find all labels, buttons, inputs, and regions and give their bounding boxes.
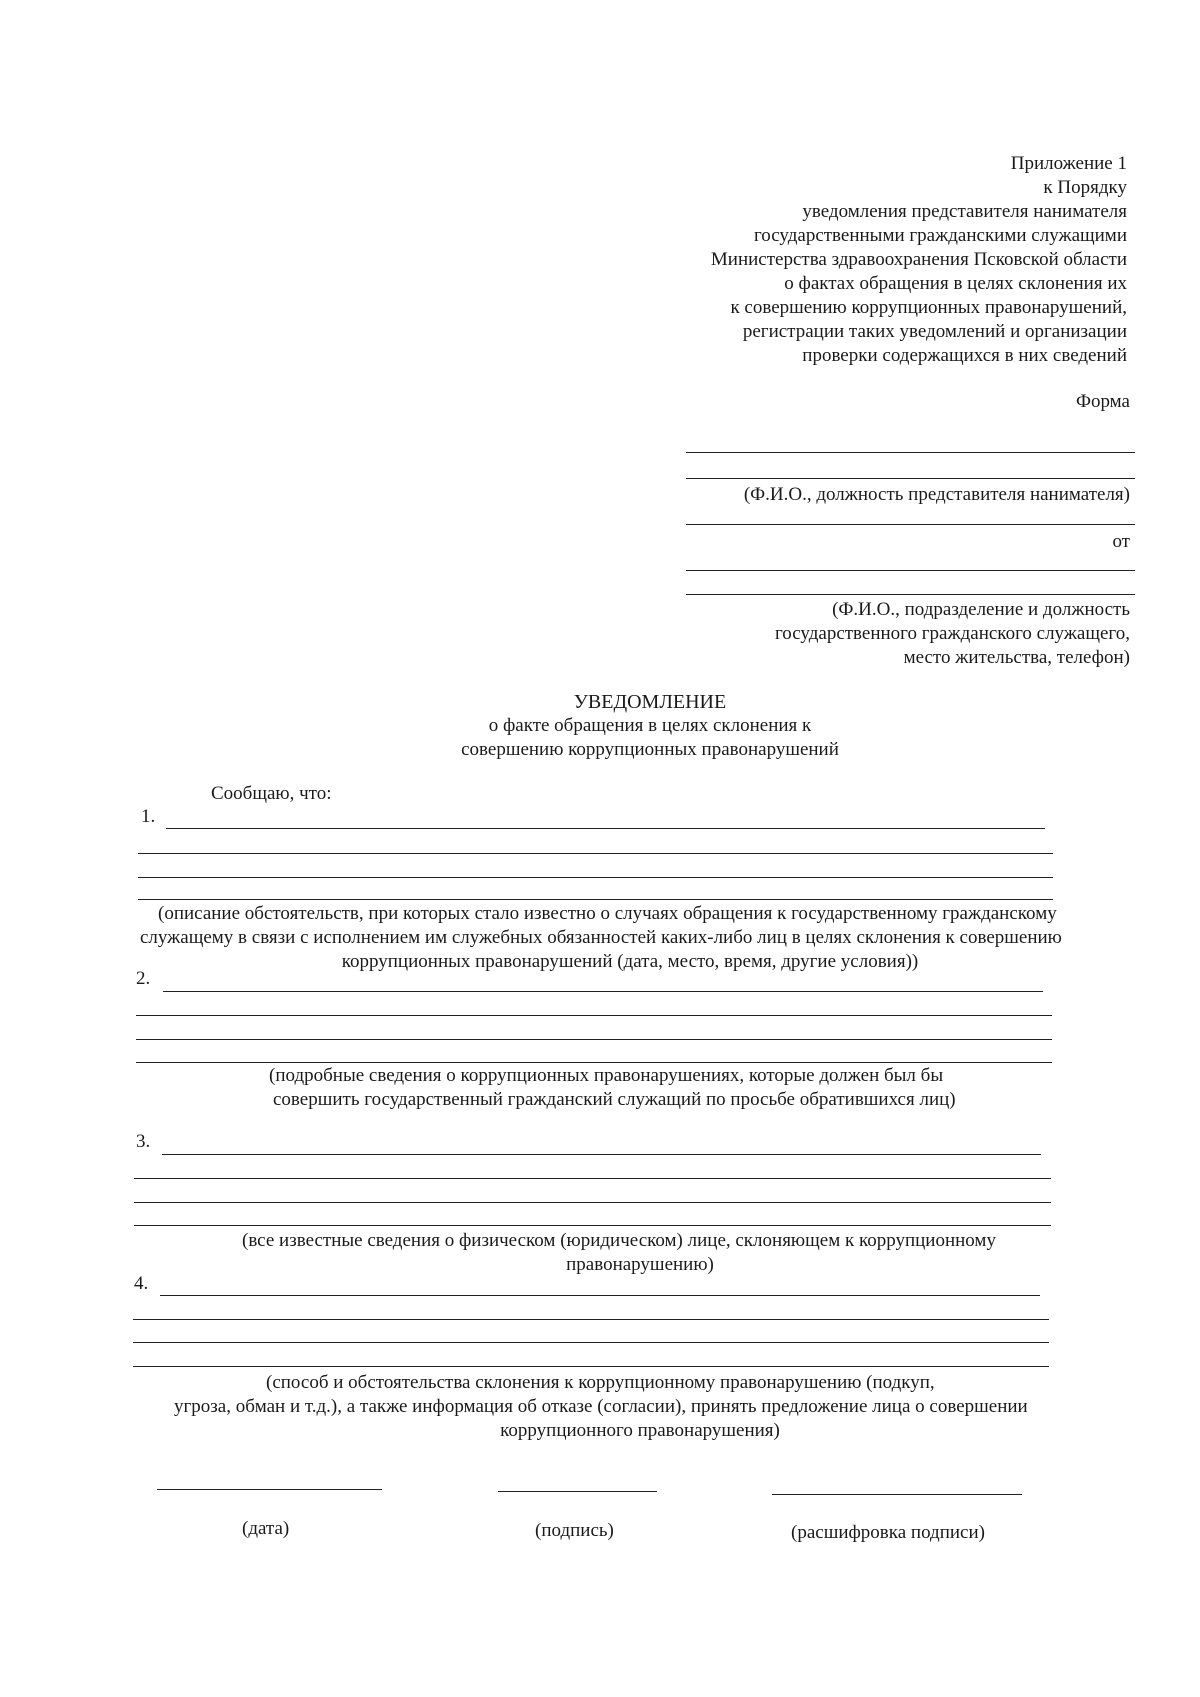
signature-decode-line[interactable] [772, 1494, 1022, 1495]
addressee-line-3[interactable] [686, 524, 1135, 525]
header-line-9: проверки содержащихся в них сведений [802, 345, 1127, 366]
header-line-7: к совершению коррупционных правонарушений, [730, 297, 1127, 318]
item-2-caption-2: совершить государственный гражданский служащий по просьбе обратившихся лиц) [273, 1089, 956, 1110]
item-1-line-4[interactable] [138, 899, 1053, 900]
addressee-line-1[interactable] [686, 452, 1135, 453]
intro-text: Сообщаю, что: [211, 783, 332, 804]
document-subtitle-2: совершению коррупционных правонарушений [461, 739, 839, 760]
date-label: (дата) [242, 1518, 290, 1539]
item-2-line-2[interactable] [136, 1015, 1052, 1016]
addressee-line-2[interactable] [686, 478, 1135, 479]
item-2-line-1[interactable] [163, 991, 1043, 992]
signature-decode-label: (расшифровка подписи) [791, 1522, 985, 1543]
item-4-caption-2: угроза, обман и т.д.), а также информация об отказе (согласии), принять предложение лица о совершении [174, 1396, 1028, 1417]
header-line-5: Министерства здравоохранения Псковской области [710, 249, 1127, 270]
from-label: от [1112, 531, 1130, 552]
item-3-line-2[interactable] [134, 1178, 1051, 1179]
item-4-number: 4. [134, 1273, 149, 1294]
item-4-line-3[interactable] [133, 1342, 1049, 1343]
item-4-line-4[interactable] [133, 1366, 1049, 1367]
item-4-line-1[interactable] [160, 1295, 1040, 1296]
document-title: УВЕДОМЛЕНИЕ [573, 691, 727, 713]
header-line-6: о фактах обращения в целях склонения их [784, 273, 1127, 294]
header-line-8: регистрации таких уведомлений и организации [742, 321, 1127, 342]
header-line-3: уведомления представителя нанимателя [802, 201, 1127, 222]
item-1-line-2[interactable] [138, 853, 1053, 854]
item-4-caption-1: (способ и обстоятельства склонения к коррупционному правонарушению (подкуп, [266, 1372, 935, 1393]
item-2-caption-1: (подробные сведения о коррупционных правонарушениях, которые должен был бы [269, 1065, 944, 1086]
item-2-line-4[interactable] [136, 1062, 1052, 1063]
appendix-header [0, 0, 1200, 1]
signature-label: (подпись) [535, 1520, 614, 1541]
document-subtitle-1: о факте обращения в целях склонения к [488, 715, 812, 736]
header-line-2: к Порядку [1043, 177, 1127, 198]
from-caption-line-3: место жительства, телефон) [903, 647, 1130, 668]
header-line-4: государственными гражданскими служащими [753, 225, 1127, 246]
date-line[interactable] [157, 1489, 382, 1490]
header-line-1: Приложение 1 [1010, 153, 1127, 174]
item-3-caption-2: правонарушению) [566, 1254, 714, 1275]
from-caption-line-2: государственного гражданского служащего, [774, 623, 1130, 644]
item-1-number: 1. [141, 806, 156, 827]
item-3-number: 3. [136, 1131, 151, 1152]
item-1-caption-3: коррупционных правонарушений (дата, место, время, другие условия)) [341, 951, 919, 972]
form-label: Форма [1075, 391, 1130, 412]
item-3-line-3[interactable] [134, 1202, 1051, 1203]
signature-line[interactable] [498, 1491, 657, 1492]
item-3-caption-1: (все известные сведения о физическом (юридическом) лице, склоняющем к коррупционному [242, 1230, 996, 1251]
item-2-number: 2. [136, 968, 151, 989]
item-1-line-3[interactable] [138, 877, 1053, 878]
item-4-line-2[interactable] [133, 1319, 1049, 1320]
item-3-line-1[interactable] [162, 1154, 1041, 1155]
item-4-caption-3: коррупционного правонарушения) [500, 1420, 780, 1441]
from-caption-line-1: (Ф.И.О., подразделение и должность [832, 599, 1130, 620]
item-2-line-3[interactable] [136, 1039, 1052, 1040]
addressee-line-4[interactable] [686, 570, 1135, 571]
item-3-line-4[interactable] [134, 1225, 1051, 1226]
item-1-line-1[interactable] [166, 828, 1045, 829]
addressee-to-caption: (Ф.И.О., должность представителя нанимателя) [743, 484, 1130, 505]
item-1-caption-1: (описание обстоятельств, при которых стало известно о случаях обращения к государственному гражданскому [158, 903, 1057, 924]
item-1-caption-2: служащему в связи с исполнением им служебных обязанностей каких-либо лиц в целях склонения к совершению [140, 927, 1062, 948]
addressee-line-5[interactable] [686, 594, 1135, 595]
